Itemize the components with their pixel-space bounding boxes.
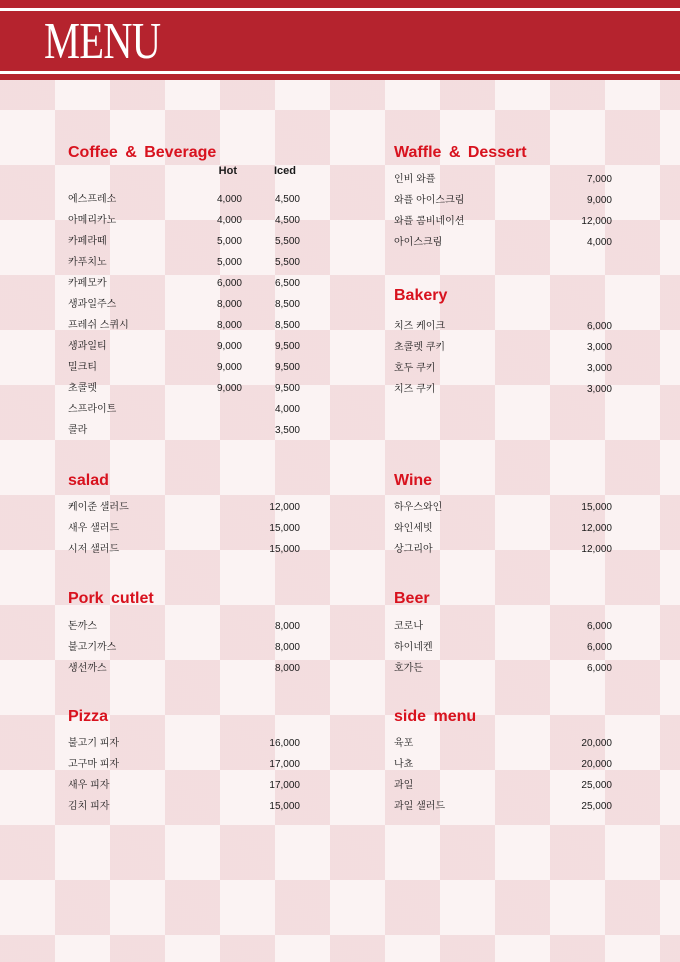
item-price: 12,000 (269, 502, 300, 513)
section-title-bakery: Bakery (394, 287, 448, 304)
header-stripe-bottom (0, 74, 680, 80)
section-bakery (394, 286, 612, 395)
menu-item (394, 337, 612, 358)
item-name: 아메리카노 (68, 215, 117, 226)
item-price: 25,000 (581, 801, 612, 812)
item-price-iced: 9,500 (274, 362, 300, 373)
item-price: 9,000 (586, 195, 612, 206)
item-price-hot: 5,000 (216, 257, 242, 268)
header-stripe-top (0, 0, 680, 8)
menu-item (394, 316, 612, 337)
item-price: 7,000 (586, 174, 612, 185)
menu-item (394, 775, 612, 796)
item-price-iced: 8,500 (274, 299, 300, 310)
item-name: 와인세빗 (394, 523, 433, 534)
menu-item (68, 231, 300, 252)
menu-item (68, 357, 300, 378)
menu-item (394, 616, 612, 637)
menu-item (68, 733, 300, 754)
item-price-iced: 9,500 (274, 341, 300, 352)
item-price-hot: 8,000 (216, 320, 242, 331)
menu-item (394, 539, 612, 560)
item-price-hot: 9,000 (216, 341, 242, 352)
menu-item (394, 379, 612, 400)
item-name: 돈까스 (68, 621, 97, 632)
item-price-hot: 5,000 (216, 236, 242, 247)
section-title-salad: salad (68, 472, 109, 489)
item-name: 카푸치노 (68, 257, 107, 268)
item-name: 호가든 (394, 663, 423, 674)
section-title-pizza: Pizza (68, 708, 109, 725)
item-price: 12,000 (581, 216, 612, 227)
section-side-menu (394, 707, 612, 812)
item-price: 3,000 (586, 384, 612, 395)
menu-item (68, 754, 300, 775)
item-name: 시저 샐러드 (68, 544, 120, 555)
item-price-iced: 4,500 (274, 194, 300, 205)
item-name: 에스프레소 (68, 194, 117, 205)
item-name: 밀크티 (68, 362, 97, 373)
menu-item (394, 754, 612, 775)
item-name: 호두 쿠키 (394, 363, 436, 374)
section-title-side: side menu (394, 708, 477, 725)
item-price: 20,000 (581, 759, 612, 770)
menu-item (68, 378, 300, 399)
menu-item (68, 497, 300, 518)
item-price: 3,000 (586, 342, 612, 353)
menu-item (394, 190, 612, 211)
section-title-wine: Wine (394, 472, 433, 489)
menu-item (68, 189, 300, 210)
item-name: 불고기까스 (68, 642, 117, 653)
item-name: 김치 피자 (68, 801, 110, 812)
menu-item (394, 637, 612, 658)
item-price-iced: 8,500 (274, 320, 300, 331)
item-price: 17,000 (269, 759, 300, 770)
item-price-iced: 4,000 (274, 404, 300, 415)
item-name: 생과일티 (68, 341, 107, 352)
section-title-waffle: Waffle & Dessert (394, 144, 527, 161)
item-price: 25,000 (581, 780, 612, 791)
menu-item (68, 210, 300, 231)
menu-item (394, 658, 612, 679)
item-price: 16,000 (269, 738, 300, 749)
item-name: 육포 (394, 738, 414, 749)
item-price: 8,000 (274, 621, 300, 632)
menu-item (394, 169, 612, 190)
menu-item (394, 796, 612, 817)
item-name: 초콜렛 쿠키 (394, 342, 446, 353)
item-price-iced: 3,500 (274, 425, 300, 436)
item-price: 3,000 (586, 363, 612, 374)
section-wine (394, 471, 612, 555)
menu-item (68, 637, 300, 658)
menu-item (68, 616, 300, 637)
menu-item (68, 315, 300, 336)
item-name: 와플 아이스크림 (394, 195, 465, 206)
item-price-hot: 8,000 (216, 299, 242, 310)
menu-item (68, 399, 300, 420)
menu-item (394, 211, 612, 232)
item-name: 새우 피자 (68, 780, 110, 791)
item-name: 치즈 케이크 (394, 321, 446, 332)
item-price-hot: 9,000 (216, 362, 242, 373)
menu-item (68, 658, 300, 679)
item-price: 6,000 (586, 663, 612, 674)
item-price: 20,000 (581, 738, 612, 749)
menu-item (394, 358, 612, 379)
item-price-iced: 4,500 (274, 215, 300, 226)
item-name: 과일 (394, 780, 414, 791)
item-price: 6,000 (586, 621, 612, 632)
item-name: 하이네켄 (394, 642, 433, 653)
item-price: 8,000 (274, 642, 300, 653)
item-name: 치즈 쿠키 (394, 384, 436, 395)
item-price: 8,000 (274, 663, 300, 674)
menu-item (68, 252, 300, 273)
section-waffle-dessert (394, 143, 612, 248)
menu-item (394, 733, 612, 754)
section-title-pork: Pork cutlet (68, 590, 154, 607)
item-price: 4,000 (586, 237, 612, 248)
item-price-hot: 4,000 (216, 215, 242, 226)
item-name: 아이스크림 (394, 237, 443, 248)
item-price-iced: 5,500 (274, 257, 300, 268)
item-name: 초콜렛 (68, 383, 97, 394)
item-price: 12,000 (581, 544, 612, 555)
menu-item (394, 518, 612, 539)
item-price: 15,000 (269, 544, 300, 555)
item-name: 와플 콤비네이션 (394, 216, 465, 227)
item-price-iced: 6,500 (274, 278, 300, 289)
menu-item (394, 232, 612, 253)
item-price: 12,000 (581, 523, 612, 534)
item-name: 프레쉬 스퀴시 (68, 320, 129, 331)
item-name: 상그리아 (394, 544, 433, 555)
item-price: 6,000 (586, 321, 612, 332)
item-price: 15,000 (269, 523, 300, 534)
item-name: 카페모카 (68, 278, 107, 289)
item-name: 카페라떼 (68, 236, 107, 247)
item-name: 생과일주스 (68, 299, 117, 310)
item-name: 하우스와인 (394, 502, 443, 513)
menu-item (68, 518, 300, 539)
item-name: 불고기 피자 (68, 738, 120, 749)
item-name: 인비 와플 (394, 174, 436, 185)
item-price-iced: 5,500 (274, 236, 300, 247)
item-price: 15,000 (269, 801, 300, 812)
column-header-iced: Iced (273, 165, 296, 177)
menu-title: MENU (44, 13, 161, 70)
item-name: 나쵸 (394, 759, 414, 770)
menu-item (68, 294, 300, 315)
item-name: 콜라 (68, 425, 88, 436)
menu-item (68, 539, 300, 560)
section-pork-cutlet (68, 589, 300, 674)
menu-item (68, 336, 300, 357)
item-price: 17,000 (269, 780, 300, 791)
section-beer (394, 589, 612, 674)
section-pizza (68, 707, 300, 812)
section-coffee-beverage (68, 143, 300, 436)
section-salad (68, 471, 300, 555)
item-price-hot: 4,000 (216, 194, 242, 205)
item-name: 새우 샐러드 (68, 523, 120, 534)
item-name: 고구마 피자 (68, 759, 120, 770)
item-price: 15,000 (581, 502, 612, 513)
item-name: 스프라이트 (68, 404, 117, 415)
column-header-hot: Hot (218, 165, 237, 177)
item-price-hot: 9,000 (216, 383, 242, 394)
menu-item (68, 273, 300, 294)
item-name: 과일 샐러드 (394, 801, 446, 812)
item-name: 코로나 (394, 621, 423, 632)
item-price-hot: 6,000 (216, 278, 242, 289)
menu-item (68, 420, 300, 441)
menu-item (394, 497, 612, 518)
item-price: 6,000 (586, 642, 612, 653)
item-price-iced: 9,500 (274, 383, 300, 394)
item-name: 케이준 샐러드 (68, 502, 129, 513)
menu-item (68, 775, 300, 796)
section-title-beer: Beer (394, 590, 430, 607)
header-banner (0, 0, 680, 84)
item-name: 생선까스 (68, 663, 107, 674)
menu-item (68, 796, 300, 817)
section-title-coffee: Coffee & Beverage (68, 144, 217, 161)
